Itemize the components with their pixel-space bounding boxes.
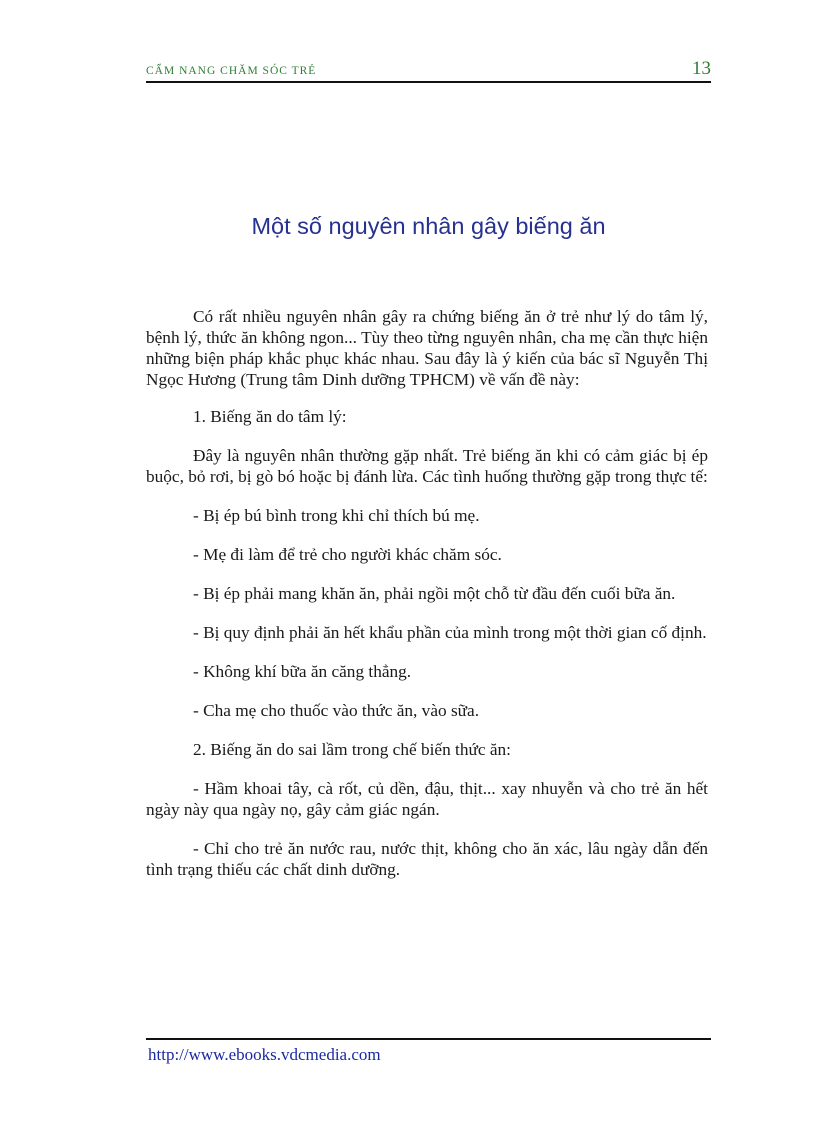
running-header: [146, 58, 711, 82]
page-number: 13: [692, 58, 711, 79]
footer-url-link[interactable]: http://www.ebooks.vdcmedia.com: [148, 1045, 381, 1064]
list-item: - Bị quy định phải ăn hết khẩu phần của mình trong một thời gian cố định.: [193, 623, 707, 642]
list-item: - Mẹ đi làm để trẻ cho người khác chăm sóc.: [193, 545, 502, 564]
list-item: - Cha mẹ cho thuốc vào thức ăn, vào sữa.: [193, 701, 480, 720]
header-divider: [146, 81, 711, 83]
footer-divider: [146, 1038, 711, 1040]
chapter-title: Một số nguyên nhân gây biếng ăn: [251, 213, 606, 239]
paragraph-psychological: Đây là nguyên nhân thường gặp nhất. Trẻ biếng ăn khi có cảm giác bị ép buộc, bỏ rơi, bị gò bó hoặc bị đánh lừa. Các tình huống thường gặp trong thực tế:: [146, 446, 708, 486]
section-heading-psychological: 1. Biếng ăn do tâm lý:: [193, 407, 347, 426]
list-item: - Bị ép bú bình trong khi chỉ thích bú mẹ.: [193, 506, 480, 525]
body-text: [146, 306, 708, 898]
list-item: - Bị ép phải mang khăn ăn, phải ngồi một chỗ từ đầu đến cuối bữa ăn.: [193, 584, 676, 603]
list-item: - Hầm khoai tây, cà rốt, củ dền, đậu, thịt... xay nhuyễn và cho trẻ ăn hết ngày này qua ngày nọ, gây cảm giác ngán.: [146, 779, 708, 819]
list-item: - Chỉ cho trẻ ăn nước rau, nước thịt, không cho ăn xác, lâu ngày dẫn đến tình trạng thiếu các chất dinh dưỡng.: [146, 839, 708, 879]
list-item: - Không khí bữa ăn căng thẳng.: [193, 662, 412, 681]
paragraph-intro: Có rất nhiều nguyên nhân gây ra chứng biếng ăn ở trẻ như lý do tâm lý, bệnh lý, thức ăn không ngon... Tùy theo từng nguyên nhân, cha mẹ cần thực hiện những biện pháp khắc phục khác nhau. Sau đây là ý kiến của bác sĩ Nguyễn Thị Ngọc Hương (Trung tâm Dinh dưỡng TPHCM) về vấn đề này:: [146, 307, 708, 389]
section-heading-preparation: 2. Biếng ăn do sai lầm trong chế biến thức ăn:: [193, 740, 511, 759]
running-title: CẨM NANG CHĂM SÓC TRẺ: [146, 65, 317, 77]
